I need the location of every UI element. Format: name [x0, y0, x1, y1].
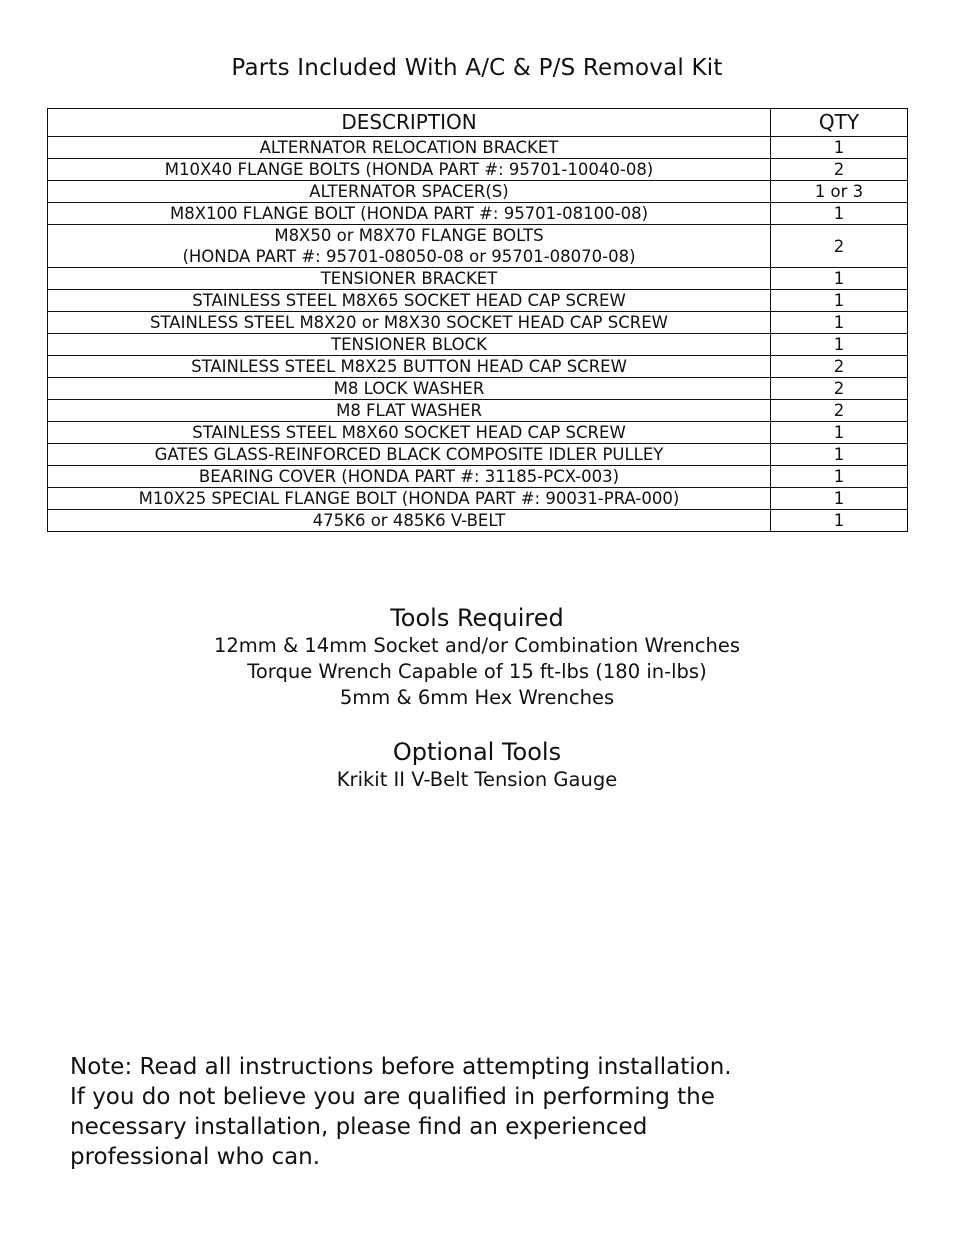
part-description-line: M8 FLAT WASHER: [336, 401, 482, 420]
table-row: [48, 488, 908, 510]
optional-tools-section: [0, 737, 954, 793]
column-header-description: DESCRIPTION: [48, 109, 771, 137]
table-row: [48, 378, 908, 400]
optional-tools-item: Krikit II V-Belt Tension Gauge: [336, 768, 618, 791]
column-header-qty: QTY: [771, 109, 908, 137]
table-row: [48, 444, 908, 466]
part-qty: 1 or 3: [771, 181, 908, 203]
part-qty: 1: [771, 268, 908, 290]
installation-note: [70, 1052, 890, 1172]
tools-required-heading: Tools Required: [390, 604, 564, 632]
table-row: [48, 203, 908, 225]
table-row: [48, 268, 908, 290]
part-qty: 1: [771, 203, 908, 225]
part-description: [48, 181, 771, 203]
table-row: [48, 466, 908, 488]
table-row: [48, 400, 908, 422]
part-description-line: M8X50 or M8X70 FLANGE BOLTS: [274, 226, 544, 245]
part-qty: 1: [771, 444, 908, 466]
part-description: [48, 356, 771, 378]
table-row: [48, 159, 908, 181]
part-qty: 1: [771, 290, 908, 312]
page-title: Parts Included With A/C & P/S Removal Kit: [231, 55, 723, 81]
part-description-line: M8 LOCK WASHER: [333, 379, 485, 398]
tools-required-item: 12mm & 14mm Socket and/or Combination Wrenches: [213, 634, 741, 657]
part-qty: 2: [771, 356, 908, 378]
parts-table: [47, 108, 908, 532]
part-description: [48, 444, 771, 466]
part-description: [48, 268, 771, 290]
table-row: [48, 225, 908, 268]
part-qty: 1: [771, 466, 908, 488]
part-description: [48, 378, 771, 400]
part-description-line: GATES GLASS-REINFORCED BLACK COMPOSITE IDLER PULLEY: [154, 445, 664, 464]
table-row: [48, 181, 908, 203]
part-description: [48, 488, 771, 510]
part-qty: 1: [771, 312, 908, 334]
part-description-line: TENSIONER BLOCK: [331, 335, 487, 354]
part-description: [48, 137, 771, 159]
table-row: [48, 290, 908, 312]
part-description-line: M8X100 FLANGE BOLT (HONDA PART #: 95701-08100-08): [169, 204, 649, 223]
part-description-line: STAINLESS STEEL M8X65 SOCKET HEAD CAP SCREW: [192, 291, 626, 310]
part-description-line: M10X40 FLANGE BOLTS (HONDA PART #: 95701-10040-08): [164, 160, 654, 179]
parts-table-body: [48, 137, 908, 532]
part-qty: 2: [771, 225, 908, 268]
table-header-row: [48, 109, 908, 137]
part-description: [48, 312, 771, 334]
part-description: [48, 334, 771, 356]
note-line: Note: Read all instructions before attempting installation.: [70, 1054, 732, 1080]
part-qty: 1: [771, 334, 908, 356]
part-description: [48, 225, 771, 268]
table-row: [48, 422, 908, 444]
table-row: [48, 510, 908, 532]
part-description: [48, 466, 771, 488]
part-description-line: STAINLESS STEEL M8X20 or M8X30 SOCKET HEAD CAP SCREW: [150, 313, 668, 332]
part-qty: 1: [771, 488, 908, 510]
part-description: [48, 159, 771, 181]
tools-required-section: [0, 603, 954, 711]
note-line: necessary installation, please find an experienced: [70, 1114, 648, 1140]
part-qty: 2: [771, 159, 908, 181]
part-description-line: M10X25 SPECIAL FLANGE BOLT (HONDA PART #: 90031-PRA-000): [138, 489, 680, 508]
part-description: [48, 400, 771, 422]
part-qty: 2: [771, 378, 908, 400]
part-description-line: BEARING COVER (HONDA PART #: 31185-PCX-003): [198, 467, 620, 486]
note-line: professional who can.: [70, 1144, 321, 1170]
table-row: [48, 312, 908, 334]
part-description: [48, 510, 771, 532]
part-qty: 1: [771, 137, 908, 159]
part-description-line: ALTERNATOR SPACER(S): [309, 182, 509, 201]
optional-tools-heading: Optional Tools: [392, 738, 562, 766]
part-description-line: STAINLESS STEEL M8X60 SOCKET HEAD CAP SCREW: [192, 423, 626, 442]
tools-required-item: Torque Wrench Capable of 15 ft-lbs (180 in-lbs): [247, 660, 707, 683]
table-row: [48, 334, 908, 356]
part-qty: 2: [771, 400, 908, 422]
part-description-line: STAINLESS STEEL M8X25 BUTTON HEAD CAP SCREW: [191, 357, 627, 376]
tools-required-item: 5mm & 6mm Hex Wrenches: [339, 686, 615, 709]
part-description: [48, 203, 771, 225]
part-qty: 1: [771, 422, 908, 444]
table-row: [48, 356, 908, 378]
part-description-line: 475K6 or 485K6 V-BELT: [312, 511, 506, 530]
part-description-line: TENSIONER BRACKET: [320, 269, 498, 288]
table-row: [48, 137, 908, 159]
part-description-line: (HONDA PART #: 95701-08050-08 or 95701-08070-08): [182, 247, 636, 266]
part-qty: 1: [771, 510, 908, 532]
note-line: If you do not believe you are qualified in performing the: [70, 1084, 715, 1110]
part-description: [48, 290, 771, 312]
part-description-line: ALTERNATOR RELOCATION BRACKET: [259, 138, 559, 157]
part-description: [48, 422, 771, 444]
